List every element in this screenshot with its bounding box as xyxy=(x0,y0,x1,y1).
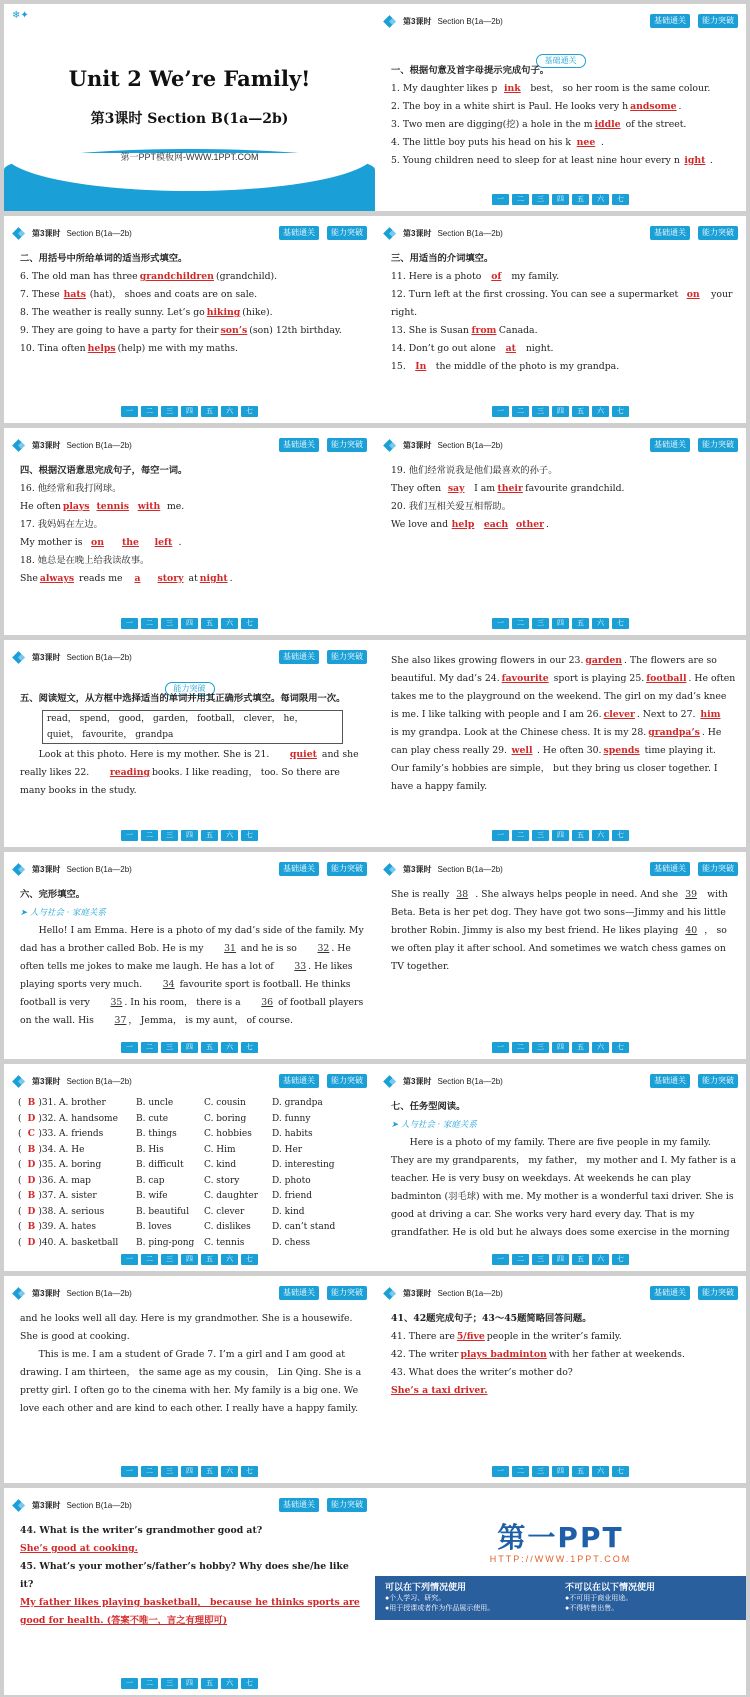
arrow-icon: ➤ xyxy=(20,908,30,918)
nav-button[interactable]: 四 xyxy=(181,406,198,417)
cover-site: 第一PPT模板网-WWW.1PPT.COM xyxy=(120,152,259,162)
slide-nav[interactable] xyxy=(4,1254,375,1265)
ability-button[interactable]: 能力突破 xyxy=(327,1498,367,1512)
nav-button[interactable]: 二 xyxy=(512,1042,529,1053)
nav-button[interactable]: 二 xyxy=(512,1466,529,1477)
cover-title: Unit 2 We’re Family! xyxy=(68,66,311,91)
basic-button[interactable]: 基础通关 xyxy=(650,1286,690,1300)
basic-button[interactable]: 基础通关 xyxy=(279,862,319,876)
nav-button[interactable]: 四 xyxy=(552,1466,569,1477)
basic-button[interactable]: 基础通关 xyxy=(650,226,690,240)
nav-button[interactable]: 四 xyxy=(552,830,569,841)
slide-11: 第3课时 Section B(1a—2b) 基础通关 能力突破 ( B )31. A. brother B. uncle C. cousin D. grandpa ( D )32. A. handsome B. cute C. boring D. funny ( C )33. A. friends B. things C. hobbies D. habits ( B )34. A. He B. His C. Him D. Her ( D )35. A. boring B. difficult C. kind D. interesting ( D )36. A. map B. cap C. story D. photo ( B )37. A. sister B. wife C. daughter D. friend ( D )38. A. serious B. beautiful C. clever D. kind ( B )39. A. hates B. loves C. dislikes D. can’t stand ( D )40. A. basketball B. ping-pong C. tennis D. chess 一 二 三 四 五 六 七 xyxy=(4,1064,375,1271)
basic-button[interactable]: 基础通关 xyxy=(650,438,690,452)
nav-button[interactable]: 六 xyxy=(592,618,609,629)
slide-nav[interactable] xyxy=(375,1254,746,1265)
nav-button[interactable]: 三 xyxy=(161,830,178,841)
nav-button[interactable]: 四 xyxy=(181,1254,198,1265)
nav-button[interactable]: 五 xyxy=(572,830,589,841)
nav-button[interactable]: 二 xyxy=(512,1254,529,1265)
slide-nav[interactable] xyxy=(375,194,746,205)
choice-row: ( D )40. A. basketball B. ping-pong C. tennis D. chess xyxy=(18,1237,311,1248)
nav-button[interactable]: 二 xyxy=(141,830,158,841)
nav-button[interactable]: 七 xyxy=(241,618,258,629)
cover-subtitle: 第3课时 Section B(1a—2b) xyxy=(90,111,289,127)
nav-button[interactable]: 一 xyxy=(492,830,509,841)
choice-row: ( B )37. A. sister B. wife C. daughter D. friend xyxy=(18,1191,313,1201)
nav-button[interactable]: 三 xyxy=(532,830,549,841)
nav-button[interactable]: 四 xyxy=(552,406,569,417)
nav-button[interactable]: 三 xyxy=(161,406,178,417)
slide-9: 第3课时 Section B(1a—2b) 基础通关 能力突破 六、完形填空。 ➤ 人与社会 · 家庭关系 Hello! I am Emma. Here is a photo of my dad’s side of the family. My dad has a brother called Bob. He is my 31 and he is so 32 . He often tells me jokes to make me laugh. He has a lot of 33 . He likes playing sports very much. 34 favourite sport is football. He thinks football is very 35 . In his room， there is a 36 of football players on the wall. His 37 ， Jemma， is my aunt， of course. 一 二 三 四 五 六 七 xyxy=(4,852,375,1059)
ability-button[interactable]: 能力突破 xyxy=(327,862,367,876)
choice-row: ( D )38. A. serious B. beautiful C. clever D. kind xyxy=(18,1206,305,1217)
nav-button[interactable]: 四 xyxy=(552,1042,569,1053)
cover-slide xyxy=(4,4,375,211)
nav-button[interactable]: 二 xyxy=(141,1042,158,1053)
nav-button[interactable]: 一 xyxy=(492,406,509,417)
slide-14: 第3课时 Section B(1a—2b) 基础通关 能力突破 41、42题完成句子；43～45题简略回答问题。 41. There are 5/five people in the writer’s family. 42. The writer plays badminton with her father at weekends. 43. What does the writer’s mother do? She’s a taxi driver. 一 二 三 四 五 六 七 xyxy=(375,1276,746,1483)
ability-button[interactable]: 能力突破 xyxy=(327,438,367,452)
nav-button[interactable]: 六 xyxy=(592,1254,609,1265)
nav-button[interactable]: 六 xyxy=(221,618,238,629)
nav-button[interactable]: 一 xyxy=(121,1678,138,1689)
nav-button[interactable]: 四 xyxy=(181,1042,198,1053)
slide-2: 第3课时 Section B(1a—2b) 基础通关 能力突破 基础通关 一、根据句意及首字母提示完成句子。 1. My daughter likes p ink best， so her room is the same colour. 2. The boy in a white shirt is Paul. He looks very h andsome . 3. Two men are digging(挖) a hole in the m iddle of the street. 4. The little boy puts his head on his k nee . 5. Young children need to sleep for at least nine hour every n ight . 一 二 三 四 五 六 七 xyxy=(375,4,746,211)
slide-10: 第3课时 Section B(1a—2b) 基础通关 能力突破 She is really 38 . She always helps people in need. And she 39 with Beta. Beta is her pet dog. They have got two sons—Jimmy and his little brother Robin. Jimmy is also my best friend. He likes playing 40 ， so we often play it after school. And sometimes we watch chess games on TV together. 一 二 三 四 五 六 七 xyxy=(375,852,746,1059)
nav-button[interactable]: 四 xyxy=(181,618,198,629)
nav-button[interactable]: 三 xyxy=(161,1254,178,1265)
snowflake-icon: ❄✦ xyxy=(12,10,29,21)
nav-button[interactable]: 五 xyxy=(201,1466,218,1477)
nav-button[interactable]: 一 xyxy=(492,194,509,205)
slide-nav[interactable] xyxy=(375,830,746,841)
arrow-icon: ➤ xyxy=(391,1120,401,1130)
section-tag: 能力突破 xyxy=(165,682,215,696)
nav-button[interactable]: 七 xyxy=(241,1466,258,1477)
nav-button[interactable]: 七 xyxy=(612,1466,629,1477)
nav-button[interactable]: 六 xyxy=(592,1042,609,1053)
basic-button[interactable]: 基础通关 xyxy=(279,1074,319,1088)
ability-button[interactable]: 能力突破 xyxy=(327,650,367,664)
nav-button[interactable]: 七 xyxy=(612,1042,629,1053)
choice-row: ( D )32. A. handsome B. cute C. boring D. funny xyxy=(18,1113,311,1124)
slide-13: 第3课时 Section B(1a—2b) 基础通关 能力突破 and he looks well all day. Here is my grandmother. She is a housewife. She is good at cooking. This is me. I am a student of Grade 7. I’m a girl and I am good at drawing. I am thirteen， the same age as my cousin， Lin Qing. She is a pretty girl. I often go to the cinema with her. My family is a big one. We love each other and are kind to each other. I really have a happy family. 一 二 三 四 五 六 七 xyxy=(4,1276,375,1483)
nav-button[interactable]: 二 xyxy=(141,1466,158,1477)
nav-button[interactable]: 一 xyxy=(492,1254,509,1265)
nav-button[interactable]: 四 xyxy=(181,1466,198,1477)
ability-button[interactable]: 能力突破 xyxy=(327,1074,367,1088)
slide-8: She also likes growing flowers in our 23. garden . The flowers are so beautiful. My dad’s 24. favourite sport is playing 25. football . He often takes me to the playground on the weekend. The girl on my dad’s knee is me. I like talking with people and I am 26. clever . Next to 27. him is my grandpa. Look at the Chinese chess. It is my 28. grandpa’s . He can play chess really 29. well . He often 30. spends time playing it. Our family’s hobbies are simple， but they bring us closer together. I have a happy family. 一 二 三 四 五 六 七 xyxy=(375,640,746,847)
slide-nav[interactable] xyxy=(4,1466,375,1477)
nav-button[interactable]: 五 xyxy=(572,1254,589,1265)
nav-button[interactable]: 七 xyxy=(612,406,629,417)
nav-button[interactable]: 一 xyxy=(121,1042,138,1053)
slide-nav[interactable] xyxy=(4,618,375,629)
slide-6: 第3课时 Section B(1a—2b) 基础通关 能力突破 19. 他们经常说我是他们最喜欢的孙子。 They often say I am their favourite grandchild. 20. 我们互相关爱互相帮助。 We love and help each other . 一 二 三 四 五 六 七 xyxy=(375,428,746,635)
basic-button[interactable]: 基础通关 xyxy=(279,650,319,664)
nav-button[interactable]: 六 xyxy=(592,406,609,417)
ability-button[interactable]: 能力突破 xyxy=(327,226,367,240)
nav-button[interactable]: 六 xyxy=(592,194,609,205)
slide-12: 第3课时 Section B(1a—2b) 基础通关 能力突破 七、任务型阅读。 ➤ 人与社会 · 家庭关系 Here is a photo of my family. There are five people in my family. They are my grandparents， my father， my mother and I. My father is a teacher. He is very busy on weekdays. At weekends he can play badminton (羽毛球) with me. My mother is a wonderful taxi driver. She is good at driving a car. She works very hard every day. That is my grandfather. He is old but he always does some exercise in the morning 一 二 三 四 五 六 七 xyxy=(375,1064,746,1271)
slide-nav[interactable] xyxy=(4,406,375,417)
slide-7: 第3课时 Section B(1a—2b) 基础通关 能力突破 能力突破 五、阅读短文，从方框中选择适当的单词并用其正确形式填空。每词限用一次。 read， spend， good， garden， football， clever， he， quiet， favourite， grandpa Look at this photo. Here is my mother. She is 21. quiet and she really likes 22. reading books. I like reading， too. So there are many books in the study. 一 二 三 四 五 六 七 xyxy=(4,640,375,847)
nav-button[interactable]: 六 xyxy=(221,830,238,841)
nav-button[interactable]: 一 xyxy=(121,618,138,629)
ability-button[interactable]: 能力突破 xyxy=(698,862,738,876)
nav-button[interactable]: 一 xyxy=(492,1042,509,1053)
ability-button[interactable]: 能力突破 xyxy=(698,1074,738,1088)
nav-button[interactable]: 七 xyxy=(241,1254,258,1265)
ability-button[interactable]: 能力突破 xyxy=(698,226,738,240)
basic-button[interactable]: 基础通关 xyxy=(279,438,319,452)
nav-button[interactable]: 三 xyxy=(532,1254,549,1265)
nav-button[interactable]: 三 xyxy=(532,1466,549,1477)
slide-nav[interactable] xyxy=(375,618,746,629)
nav-button[interactable]: 一 xyxy=(121,1466,138,1477)
choice-row: ( B )31. A. brother B. uncle C. cousin D. grandpa xyxy=(18,1098,323,1108)
nav-button[interactable]: 五 xyxy=(201,618,218,629)
nav-button[interactable]: 六 xyxy=(221,1678,238,1689)
nav-button[interactable]: 五 xyxy=(572,618,589,629)
basic-button[interactable]: 基础通关 xyxy=(650,14,690,28)
nav-button[interactable]: 三 xyxy=(532,1042,549,1053)
choice-row: ( B )34. A. He B. His C. Him D. Her xyxy=(18,1144,303,1155)
nav-button[interactable]: 一 xyxy=(492,1466,509,1477)
nav-button[interactable]: 七 xyxy=(241,406,258,417)
ability-button[interactable]: 能力突破 xyxy=(698,438,738,452)
choice-row: ( D )36. A. map B. cap C. story D. photo xyxy=(18,1175,311,1186)
nav-button[interactable]: 五 xyxy=(201,830,218,841)
basic-button[interactable]: 基础通关 xyxy=(279,226,319,240)
slide-nav[interactable] xyxy=(4,830,375,841)
nav-button[interactable]: 二 xyxy=(512,194,529,205)
nav-button[interactable]: 六 xyxy=(592,1466,609,1477)
nav-button[interactable]: 七 xyxy=(612,1254,629,1265)
choice-row: ( B )39. A. hates B. loves C. dislikes D. can’t stand xyxy=(18,1222,336,1232)
nav-button[interactable]: 三 xyxy=(161,1678,178,1689)
nav-button[interactable]: 一 xyxy=(121,406,138,417)
nav-button[interactable]: 六 xyxy=(221,1042,238,1053)
basic-button[interactable]: 基础通关 xyxy=(650,1074,690,1088)
nav-button[interactable]: 五 xyxy=(572,194,589,205)
nav-button[interactable]: 三 xyxy=(161,1042,178,1053)
nav-button[interactable]: 一 xyxy=(492,618,509,629)
nav-button[interactable]: 四 xyxy=(181,830,198,841)
nav-button[interactable]: 六 xyxy=(221,406,238,417)
choice-table xyxy=(18,1096,365,1251)
nav-button[interactable]: 四 xyxy=(552,1254,569,1265)
nav-button[interactable]: 二 xyxy=(512,406,529,417)
nav-button[interactable]: 五 xyxy=(572,406,589,417)
nav-button[interactable]: 六 xyxy=(221,1466,238,1477)
nav-button[interactable]: 七 xyxy=(241,830,258,841)
nav-button[interactable]: 三 xyxy=(532,406,549,417)
nav-button[interactable]: 五 xyxy=(201,1678,218,1689)
section-tag: 基础通关 xyxy=(536,54,586,68)
nav-button[interactable]: 五 xyxy=(201,1254,218,1265)
nav-button[interactable]: 二 xyxy=(512,618,529,629)
nav-button[interactable]: 七 xyxy=(612,194,629,205)
slide-5: 第3课时 Section B(1a—2b) 基础通关 能力突破 四、根据汉语意思完成句子，每空一词。 16. 他经常和我打网球。 He often plays tennis with me. 17. 我妈妈在左边。 My mother is on the left . 18. 她总是在晚上给我读故事。 She always reads me a story at night . 一 二 三 四 五 六 七 xyxy=(4,428,375,635)
nav-button[interactable]: 四 xyxy=(552,618,569,629)
basic-button[interactable]: 基础通关 xyxy=(279,1498,319,1512)
ability-button[interactable]: 能力突破 xyxy=(327,1286,367,1300)
nav-button[interactable]: 二 xyxy=(141,1254,158,1265)
nav-button[interactable]: 二 xyxy=(141,406,158,417)
nav-button[interactable]: 五 xyxy=(201,406,218,417)
basic-button[interactable]: 基础通关 xyxy=(279,1286,319,1300)
slide-nav[interactable] xyxy=(4,1678,375,1689)
brand-logo: 第一PPT xyxy=(497,1521,624,1554)
nav-button[interactable]: 二 xyxy=(512,830,529,841)
nav-button[interactable]: 五 xyxy=(572,1466,589,1477)
slide-nav[interactable] xyxy=(4,1042,375,1053)
slide-nav[interactable] xyxy=(375,406,746,417)
nav-button[interactable]: 六 xyxy=(592,830,609,841)
nav-button[interactable]: 七 xyxy=(241,1042,258,1053)
nav-button[interactable]: 三 xyxy=(532,618,549,629)
nav-button[interactable]: 七 xyxy=(241,1678,258,1689)
choice-row: ( D )35. A. boring B. difficult C. kind D. interesting xyxy=(18,1160,335,1170)
choice-row: ( C )33. A. friends B. things C. hobbies D. habits xyxy=(18,1129,313,1139)
basic-button[interactable]: 基础通关 xyxy=(650,862,690,876)
nav-button[interactable]: 七 xyxy=(612,618,629,629)
usage-banner: 可以在下列情况使用 ●个人学习、研究。 ●用于授课或者作为作品展示使用。 不可以在以下情况使用 ●不可用于商业用途。 ●不得转售出售。 xyxy=(375,1576,746,1620)
slide-3: 第3课时 Section B(1a—2b) 基础通关 能力突破 二、用括号中所给单词的适当形式填空。 6. The old man has three grandchildren (grandchild). 7. These hats (hat)， shoes and coats are on sale. 8. The weather is really sunny. Let’s go hiking (hike). 9. They are going to have a party for their son’s (son) 12th birthday. 10. Tina often helps (help) me with my maths. 一 二 三 四 五 六 七 xyxy=(4,216,375,423)
slide-header: 第3课时 Section B(1a—2b) 基础通关 能力突破 xyxy=(381,14,740,29)
nav-button[interactable]: 七 xyxy=(612,830,629,841)
nav-button[interactable]: 一 xyxy=(121,1254,138,1265)
word-box: read， spend， good， garden， football， clever， he， quiet， favourite， grandpa xyxy=(42,710,343,744)
slide-nav[interactable] xyxy=(375,1466,746,1477)
nav-button[interactable]: 二 xyxy=(141,1678,158,1689)
nav-button[interactable]: 三 xyxy=(532,194,549,205)
nav-button[interactable]: 二 xyxy=(141,618,158,629)
brand-url: HTTP://WWW.1PPT.COM xyxy=(489,1554,632,1564)
ability-button[interactable]: 能力突破 xyxy=(698,1286,738,1300)
ability-button[interactable]: 能力突破 xyxy=(698,14,738,28)
brand-slide xyxy=(375,1488,746,1695)
nav-button[interactable]: 六 xyxy=(221,1254,238,1265)
slide-nav[interactable] xyxy=(375,1042,746,1053)
nav-button[interactable]: 五 xyxy=(201,1042,218,1053)
slide-4: 第3课时 Section B(1a—2b) 基础通关 能力突破 三、用适当的介词填空。 11. Here is a photo of my family. 12. Turn left at the first crossing. You can see a supermarket on your right. 13. She is Susan from Canada. 14. Don’t go out alone at night. 15. In the middle of the photo is my grandpa. 一 二 三 四 五 六 七 xyxy=(375,216,746,423)
nav-button[interactable]: 五 xyxy=(572,1042,589,1053)
nav-button[interactable]: 三 xyxy=(161,618,178,629)
nav-button[interactable]: 四 xyxy=(181,1678,198,1689)
slide-15: 第3课时 Section B(1a—2b) 基础通关 能力突破 44. What is the writer’s grandmother good at? She’s good at cooking. 45. What’s your mother’s/father’s hobby? Why does she/he like it? My father likes playing basketball， because he thinks sports are good for health. (答案不唯一，言之有理即可) 一 二 三 四 五 六 七 xyxy=(4,1488,375,1695)
nav-button[interactable]: 三 xyxy=(161,1466,178,1477)
nav-button[interactable]: 一 xyxy=(121,830,138,841)
nav-button[interactable]: 四 xyxy=(552,194,569,205)
